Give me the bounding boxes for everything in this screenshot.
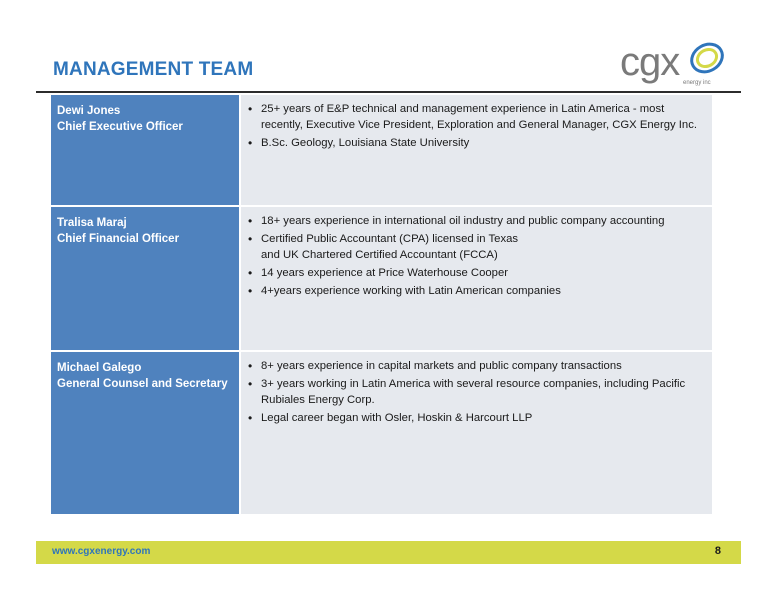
member-role: Chief Financial Officer	[57, 233, 180, 245]
list-item: • 3+ years working in Latin America with several resource companies, including Pacific Rubiales Energy Corp.	[247, 376, 704, 408]
detail-cell	[240, 95, 712, 206]
list-item: • 4+years experience working with Latin American companies	[247, 283, 704, 299]
detail-cell	[240, 206, 712, 351]
name-cell	[51, 351, 240, 515]
member-name: Michael Galego	[57, 362, 142, 374]
table-row	[51, 95, 712, 206]
footer-url-link[interactable]: www.cgxenergy.com	[52, 546, 151, 557]
list-item: • 18+ years experience in international oil industry and public company accounting	[247, 213, 704, 229]
list-item: • 14 years experience at Price Waterhouse Cooper	[247, 265, 704, 281]
member-role: General Counsel and Secretary	[57, 378, 228, 390]
detail-cell	[240, 351, 712, 515]
name-cell	[51, 206, 240, 351]
list-item-line: and UK Chartered Certified Accountant (FCCA)	[261, 249, 498, 261]
logo-swoosh-icon	[680, 38, 730, 82]
name-cell	[51, 95, 240, 206]
bullet-list	[247, 213, 704, 299]
footer-bar	[36, 541, 741, 564]
member-name: Tralisa Maraj	[57, 217, 127, 229]
table-row	[51, 351, 712, 515]
list-item: • 8+ years experience in capital markets and public company transactions	[247, 358, 704, 374]
table-row	[51, 206, 712, 351]
list-item-line: • Certified Public Accountant (CPA) licensed in Texas	[261, 233, 519, 245]
logo-subtext: energy inc	[683, 80, 711, 86]
list-item: • B.Sc. Geology, Louisiana State University	[247, 135, 704, 151]
management-table	[51, 95, 712, 516]
bullet-list	[247, 358, 704, 426]
title-divider	[36, 91, 741, 93]
list-item	[247, 231, 704, 263]
member-name: Dewi Jones	[57, 105, 121, 117]
bullet-list	[247, 101, 704, 151]
page-title: MANAGEMENT TEAM	[53, 59, 254, 80]
logo-text: cgx	[620, 40, 680, 84]
member-role: Chief Executive Officer	[57, 121, 183, 133]
company-logo	[620, 38, 730, 90]
list-item: • 25+ years of E&P technical and management experience in Latin America - most recently, Executive Vice President, Exploration and General Manager, CGX Energy Inc.	[247, 101, 704, 133]
list-item: • Legal career began with Osler, Hoskin & Harcourt LLP	[247, 410, 704, 426]
page-number: 8	[714, 545, 721, 557]
